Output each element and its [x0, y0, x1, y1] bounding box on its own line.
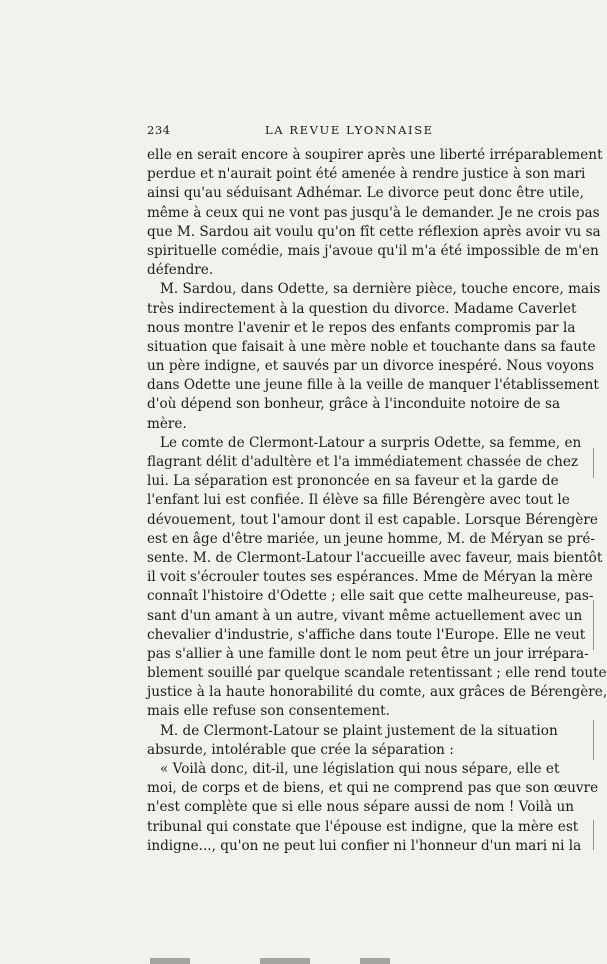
text-line: même à ceux qui ne vont pas jusqu'à le demander. Je ne crois pas	[147, 204, 600, 221]
text-line: « Voilà donc, dit-il, une législation qui nous sépare, elle et	[160, 761, 560, 777]
scan-bottom-mark	[150, 958, 190, 964]
page-number: 234	[147, 123, 171, 137]
text-line: nous montre l'avenir et le repos des enfants compromis par la	[147, 319, 576, 336]
text-line: flagrant délit d'adultère et l'a immédiatement chassée de chez	[147, 454, 579, 470]
body-text	[147, 146, 607, 856]
text-line: moi, de corps et de biens, et qui ne comprend pas que son œuvre	[147, 780, 599, 797]
text-line: absurde, intolérable que crée la séparation :	[147, 741, 454, 758]
text-line: dans Odette une jeune fille à la veille de manquer l'établissement	[147, 377, 599, 394]
text-line: ainsi qu'au séduisant Adhémar. Le divorce peut donc être utile,	[147, 185, 584, 202]
text-line: est en âge d'être mariée, un jeune homme, M. de Méryan se pré-	[147, 530, 595, 547]
text-line: Le comte de Clermont-Latour a surpris Odette, sa femme, en	[160, 434, 582, 451]
running-title: LA REVUE LYONNAISE	[265, 123, 434, 137]
text-line: défendre.	[147, 262, 214, 279]
text-line: n'est complète que si elle nous sépare aussi de nom ! Voilà un	[147, 799, 575, 816]
scan-bottom-mark	[360, 958, 390, 964]
text-line: lui. La séparation est prononcée en sa faveur et la garde de	[147, 473, 559, 490]
text-line: M. de Clermont-Latour se plaint justement de la situation	[160, 722, 558, 739]
text-line: tribunal qui constate que l'épouse est indigne, que la mère est	[147, 818, 579, 835]
text-line: sente. M. de Clermont-Latour l'accueille avec faveur, mais bientôt	[147, 549, 603, 566]
scan-edge-mark	[593, 820, 594, 850]
scan-bottom-mark	[260, 958, 310, 964]
text-line: sant d'un amant à un autre, vivant même actuellement avec un	[147, 607, 583, 624]
text-line: très indirectement à la question du divorce. Madame Caverlet	[147, 300, 577, 317]
text-line: elle en serait encore à soupirer après une liberté irréparablement	[147, 147, 603, 163]
text-line: d'où dépend son bonheur, grâce à l'inconduite notoire de sa	[147, 396, 561, 413]
text-line: chevalier d'industrie, s'affiche dans toute l'Europe. Elle ne veut	[147, 626, 586, 643]
text-line: spirituelle comédie, mais j'avoue qu'il m'a été impossible de m'en	[147, 242, 599, 259]
text-line: M. Sardou, dans Odette, sa dernière pièce, touche encore, mais	[160, 281, 601, 298]
scan-edge-mark	[593, 448, 594, 478]
text-line: indigne..., qu'on ne peut lui confier ni l'honneur d'un mari ni la	[147, 837, 582, 854]
text-line: blement souillé par quelque scandale retentissant ; elle rend toute	[147, 665, 607, 682]
text-line: connaît l'histoire d'Odette ; elle sait que cette malheureuse, pas-	[147, 588, 594, 605]
text-line: perdue et n'aurait point été amenée à rendre justice à son mari	[147, 166, 586, 183]
scan-edge-mark	[593, 600, 594, 650]
scan-edge-mark	[593, 720, 594, 760]
text-line: situation que faisait à une mère noble et touchante dans sa faute	[147, 338, 596, 355]
text-line: dévouement, tout l'amour dont il est capable. Lorsque Bérengère	[147, 511, 598, 528]
text-line: justice à la haute honorabilité du comte, aux grâces de Bérengère,	[147, 684, 607, 701]
text-line: mais elle refuse son consentement.	[147, 703, 390, 720]
text-line: l'enfant lui est confiée. Il élève sa fille Bérengère avec tout le	[147, 492, 570, 509]
text-line: pas s'allier à une famille dont le nom peut être un jour irrépara-	[147, 645, 589, 662]
text-line: il voit s'écrouler toutes ses espérances. Mme de Méryan la mère	[147, 569, 593, 586]
text-line: mère.	[147, 415, 187, 432]
text-line: que M. Sardou ait voulu qu'on fît cette réflexion après avoir vu sa	[147, 223, 601, 240]
text-line: un père indigne, et sauvés par un divorce inespéré. Nous voyons	[147, 358, 594, 375]
